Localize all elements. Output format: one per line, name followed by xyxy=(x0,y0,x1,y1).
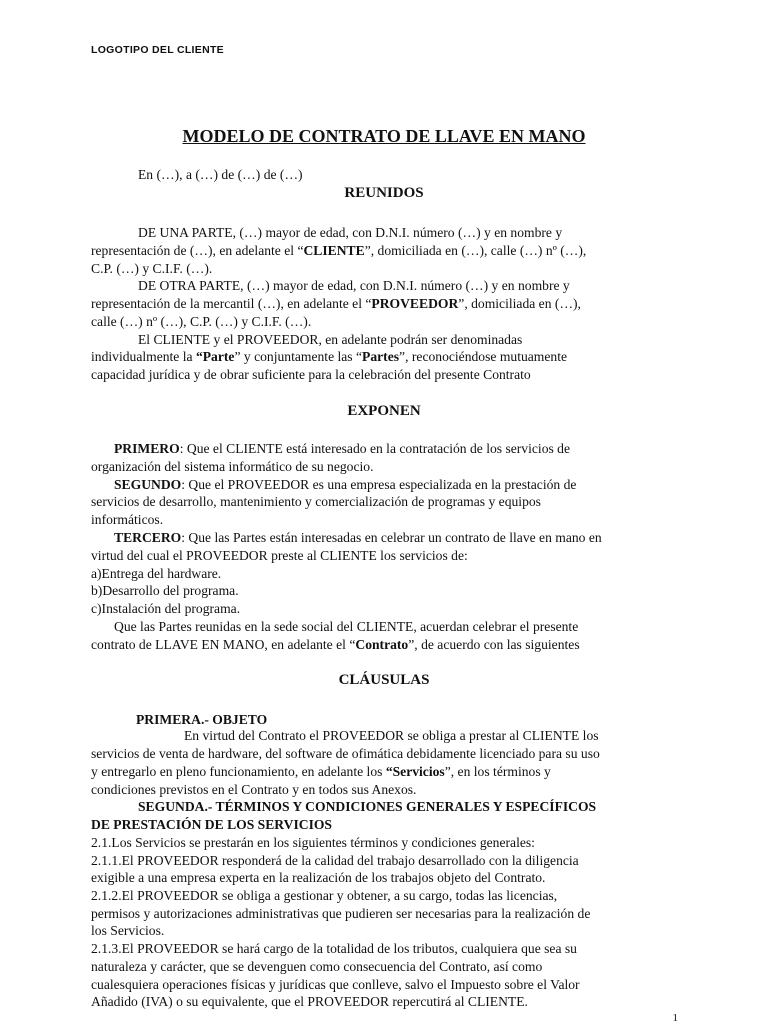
heading-exponen: EXPONEN xyxy=(347,403,421,419)
clausula-segunda-line3: exigible a una empresa experta en la realización de los trabajos objeto del Contrato. xyxy=(91,870,546,885)
clausula-segunda-line5: permisos y autorizaciones administrativas que pudieren ser necesarias para la realización de xyxy=(91,906,591,921)
clausula-segunda-line8: naturaleza y carácter, que se devenguen como consecuencia del Contrato, así como xyxy=(91,959,543,974)
reunidos-p2-line2: representación de la mercantil (…), en adelante el “PROVEEDOR”, domiciliada en (…), xyxy=(91,296,581,311)
clausula-segunda-title-line2: DE PRESTACIÓN DE LOS SERVICIOS xyxy=(91,817,332,832)
clausula-primera-line3: y entregarlo en pleno funcionamiento, en adelante los “Servicios”, en los términos y xyxy=(91,764,551,779)
exponen-item-b: b)Desarrollo del programa. xyxy=(91,583,239,598)
reunidos-p3-line2: individualmente la “Parte” y conjuntamente las “Partes”, reconociéndose mutuamente xyxy=(91,349,568,364)
clausula-segunda-line2: 2.1.1.El PROVEEDOR responderá de la calidad del trabajo desarrollado con la diligencia xyxy=(91,853,579,868)
reunidos-p1-line1: DE UNA PARTE, (…) mayor de edad, con D.N.I. número (…) y en nombre y xyxy=(138,225,563,240)
exponen-closing-line1: Que las Partes reunidas en la sede social del CLIENTE, acuerdan celebrar el presente xyxy=(114,619,579,634)
exponen-closing-line2: contrato de LLAVE EN MANO, en adelante el “Contrato”, de acuerdo con las siguientes xyxy=(91,637,580,652)
reunidos-p2-line3: calle (…) nº (…), C.P. (…) y C.I.F. (…). xyxy=(91,314,312,329)
clausula-segunda-line1: 2.1.Los Servicios se prestarán en los siguientes términos y condiciones generales: xyxy=(91,835,535,850)
heading-reunidos: REUNIDOS xyxy=(344,185,424,201)
heading-clausulas: CLÁUSULAS xyxy=(338,672,430,688)
reunidos-p1-line2: representación de (…), en adelante el “CLIENTE”, domiciliada en (…), calle (…) nº (…), xyxy=(91,243,587,258)
clausula-segunda-line9: cualesquiera operaciones físicas y jurídicas que conlleve, salvo el Impuesto sobre el Valor xyxy=(91,977,580,992)
exponen-primero-line1: PRIMERO: Que el CLIENTE está interesado en la contratación de los servicios de xyxy=(114,441,571,456)
client-logo-placeholder: LOGOTIPO DEL CLIENTE xyxy=(91,44,224,56)
clausula-primera-line4: condiciones previstos en el Contrato y en todos sus Anexos. xyxy=(91,782,417,797)
reunidos-p1-line3: C.P. (…) y C.I.F. (…). xyxy=(91,261,213,276)
document-title: MODELO DE CONTRATO DE LLAVE EN MANO xyxy=(182,126,586,146)
reunidos-p3-line1: El CLIENTE y el PROVEEDOR, en adelante podrán ser denominadas xyxy=(138,332,523,347)
exponen-segundo-line1: SEGUNDO: Que el PROVEEDOR es una empresa especializada en la prestación de xyxy=(114,477,577,492)
clausula-primera-title: PRIMERA.- OBJETO xyxy=(136,712,268,727)
clausula-segunda-line6: los Servicios. xyxy=(91,923,165,938)
reunidos-p2-line1: DE OTRA PARTE, (…) mayor de edad, con D.N.I. número (…) y en nombre y xyxy=(138,278,570,293)
page-number: 1 xyxy=(672,1012,678,1024)
clausula-primera-line1: En virtud del Contrato el PROVEEDOR se obliga a prestar al CLIENTE los xyxy=(184,728,599,743)
exponen-item-c: c)Instalación del programa. xyxy=(91,601,241,616)
exponen-tercero-line1: TERCERO: Que las Partes están interesadas en celebrar un contrato de llave en mano en xyxy=(114,530,602,545)
clausula-segunda-line7: 2.1.3.El PROVEEDOR se hará cargo de la totalidad de los tributos, cualquiera que sea su xyxy=(91,941,577,956)
date-line: En (…), a (…) de (…) de (…) xyxy=(138,167,303,182)
exponen-item-a: a)Entrega del hardware. xyxy=(91,566,222,581)
exponen-segundo-line3: informáticos. xyxy=(91,512,164,527)
exponen-segundo-line2: servicios de desarrollo, mantenimiento y comercialización de programas y equipos xyxy=(91,494,541,509)
exponen-primero-line2: organización del sistema informático de su negocio. xyxy=(91,459,374,474)
clausula-segunda-line4: 2.1.2.El PROVEEDOR se obliga a gestionar y obtener, a su cargo, todas las licencias, xyxy=(91,888,558,903)
clausula-segunda-title-line1: SEGUNDA.- TÉRMINOS Y CONDICIONES GENERALES Y ESPECÍFICOS xyxy=(138,799,597,814)
exponen-tercero-line2: virtud del cual el PROVEEDOR preste al CLIENTE los servicios de: xyxy=(91,548,468,563)
clausula-segunda-line10: Añadido (IVA) o su equivalente, que el PROVEEDOR repercutirá al CLIENTE. xyxy=(91,994,528,1009)
clausula-primera-line2: servicios de venta de hardware, del software de ofimática debidamente licenciado para su uso xyxy=(91,746,600,761)
reunidos-p3-line3: capacidad jurídica y de obrar suficiente para la celebración del presente Contrato xyxy=(91,367,531,382)
